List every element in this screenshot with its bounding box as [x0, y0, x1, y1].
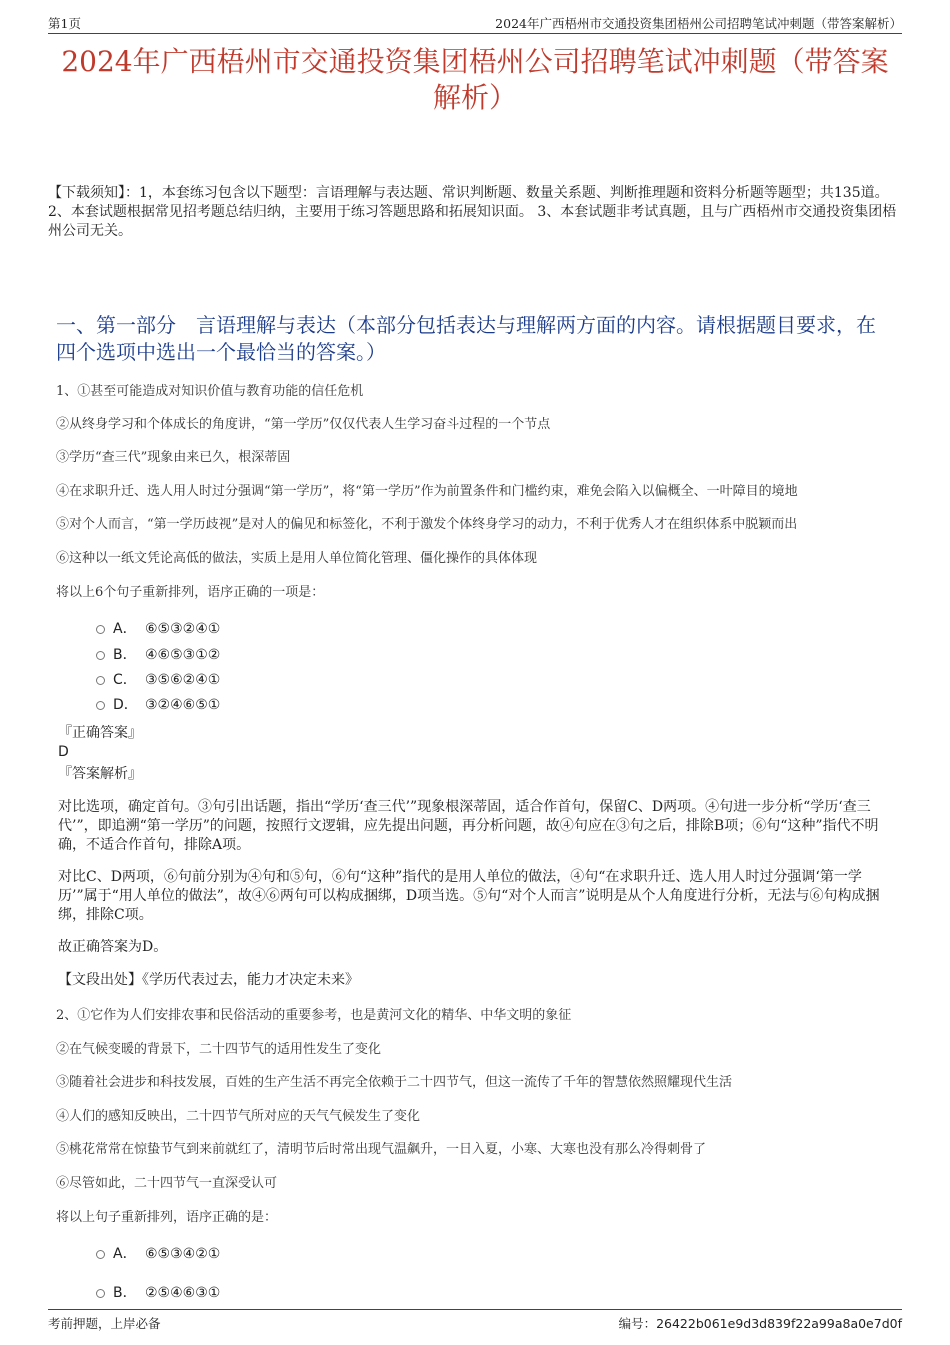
analysis-paragraph-1: 对比选项，确定首句。③句引出话题，指出“学历‘查三代’”现象根深蒂固，适合作首句，保留C、D两项。④句进一步分析“学历‘查三代’”，即追溯“第一学历”的问题，按照行文逻辑，应先提出问题，再分析问题，故④句应在③句之后，排除B项；⑥句“这种”指代不明确，不适合作首句，排除A项。 — [58, 799, 879, 853]
radio-icon[interactable] — [96, 1289, 105, 1298]
q1-line-2: ②从终身学习和个体成长的角度讲，“第一学历”仅仅代表人生学习奋斗过程的一个节点 — [56, 417, 551, 432]
answer-value: D — [58, 744, 69, 760]
option-letter: A． — [113, 621, 137, 637]
option-text: ⑥⑤③④②① — [145, 1246, 221, 1262]
q2-option-a[interactable] — [96, 1245, 220, 1263]
q1-line-5: ⑤对个人而言，“第一学历歧视”是对人的偏见和标签化，不利于激发个体终身学习的动力，不利于优秀人才在组织体系中脱颖而出 — [56, 517, 798, 532]
q2-line-2: ②在气候变暖的背景下，二十四节气的适用性发生了变化 — [56, 1042, 382, 1057]
option-text: ③⑤⑥②④① — [145, 672, 221, 688]
q1-option-a[interactable] — [96, 620, 220, 638]
option-letter: B． — [113, 1285, 137, 1301]
radio-icon[interactable] — [96, 701, 105, 710]
footer-slogan: 考前押题，上岸必备 — [48, 1316, 161, 1331]
q2-line-3: ③随着社会进步和科技发展，百姓的生产生活不再完全依赖于二十四节气，但这一流传了千年的智慧依然照耀现代生活 — [56, 1075, 733, 1090]
q1-option-c[interactable] — [96, 671, 220, 689]
q2-line-1: 2、①它作为人们安排农事和民俗活动的重要参考，也是黄河文化的精华、中华文明的象征 — [56, 1008, 572, 1023]
q1-option-b[interactable] — [96, 646, 220, 664]
option-text: ⑥⑤③②④① — [145, 621, 221, 637]
q2-line-4: ④人们的感知反映出，二十四节气所对应的天气气候发生了变化 — [56, 1109, 421, 1124]
q1-line-3: ③学历“查三代”现象由来已久，根深蒂固 — [56, 450, 291, 465]
page-title: 2024年广西梧州市交通投资集团梧州公司招聘笔试冲刺题（带答案解析） — [61, 45, 889, 114]
q1-line-1: 1、①甚至可能造成对知识价值与教育功能的信任危机 — [56, 384, 364, 399]
page-footer — [48, 1309, 902, 1329]
code-label: 编号： — [618, 1316, 657, 1331]
q1-line-6: ⑥这种以一纸文凭论高低的做法，实质上是用人单位简化管理、僵化操作的具体体现 — [56, 551, 538, 566]
analysis-conclusion: 故正确答案为D。 — [58, 939, 168, 955]
analysis-label: 『答案解析』 — [58, 766, 142, 782]
option-letter: D． — [113, 697, 138, 713]
option-text: ④⑥⑤③①② — [145, 647, 221, 663]
option-letter: A． — [113, 1246, 137, 1262]
option-letter: B． — [113, 647, 137, 663]
radio-icon[interactable] — [96, 651, 105, 660]
q2-line-6: ⑥尽管如此，二十四节气一直深受认可 — [56, 1176, 278, 1191]
option-text: ②⑤④⑥③① — [145, 1285, 221, 1301]
source-citation: 【文段出处】《学历代表过去，能力才决定未来》 — [58, 972, 359, 988]
radio-icon[interactable] — [96, 1250, 105, 1259]
analysis-paragraph-2: 对比C、D两项，⑥句前分别为④句和⑤句，⑥句“这种”指代的是用人单位的做法，④句“在求职升迁、选人用人时过分强调‘第一学历’”属于“用人单位的做法”，故④⑥两句可以构成捆绑，D项当选。⑤句“对个人而言”说明是从个人角度进行分析，无法与⑥句构成捆绑，排除C项。 — [58, 869, 880, 923]
q1-prompt: 将以上6个句子重新排列，语序正确的一项是： — [56, 585, 325, 600]
q2-prompt: 将以上句子重新排列，语序正确的是： — [56, 1210, 278, 1225]
radio-icon[interactable] — [96, 625, 105, 634]
page-header — [48, 14, 902, 34]
option-letter: C． — [113, 672, 137, 688]
section-title: 一、第一部分 言语理解与表达（本部分包括表达与理解两方面的内容。请根据题目要求，在四个选项中选出一个最恰当的答案。） — [56, 313, 876, 364]
page-number: 第1页 — [48, 16, 81, 31]
q2-line-5: ⑤桃花常常在惊蛰节气到来前就红了，清明节后时常出现气温飙升，一日入夏，小寒、大寒也没有那么冷得刺骨了 — [56, 1142, 707, 1157]
q2-option-b[interactable] — [96, 1284, 220, 1302]
code-value: 26422b061e9d3d839f22a99a8a0e7d0f — [656, 1316, 902, 1331]
q1-option-d[interactable] — [96, 696, 220, 714]
answer-label: 『正确答案』 — [58, 725, 142, 741]
footer-code — [619, 1314, 902, 1332]
q1-line-4: ④在求职升迁、选人用人时过分强调“第一学历”，将“第一学历”作为前置条件和门槛约束，难免会陷入以偏概全、一叶障目的境地 — [56, 484, 798, 499]
radio-icon[interactable] — [96, 676, 105, 685]
download-notice: 【下载须知】：1，本套练习包含以下题型：言语理解与表达题、常识判断题、数量关系题、判断推理题和资料分析题等题型；共135道。 2、本套试题根据常见招考题总结归纳，主要用于练习答题思路和拓展知识面。 3、本套试题非考试真题，且与广西梧州市交通投资集团梧州公司无关。 — [48, 185, 897, 239]
header-doc-title: 2024年广西梧州市交通投资集团梧州公司招聘笔试冲刺题（带答案解析） — [495, 16, 902, 31]
option-text: ③②④⑥⑤① — [145, 697, 221, 713]
